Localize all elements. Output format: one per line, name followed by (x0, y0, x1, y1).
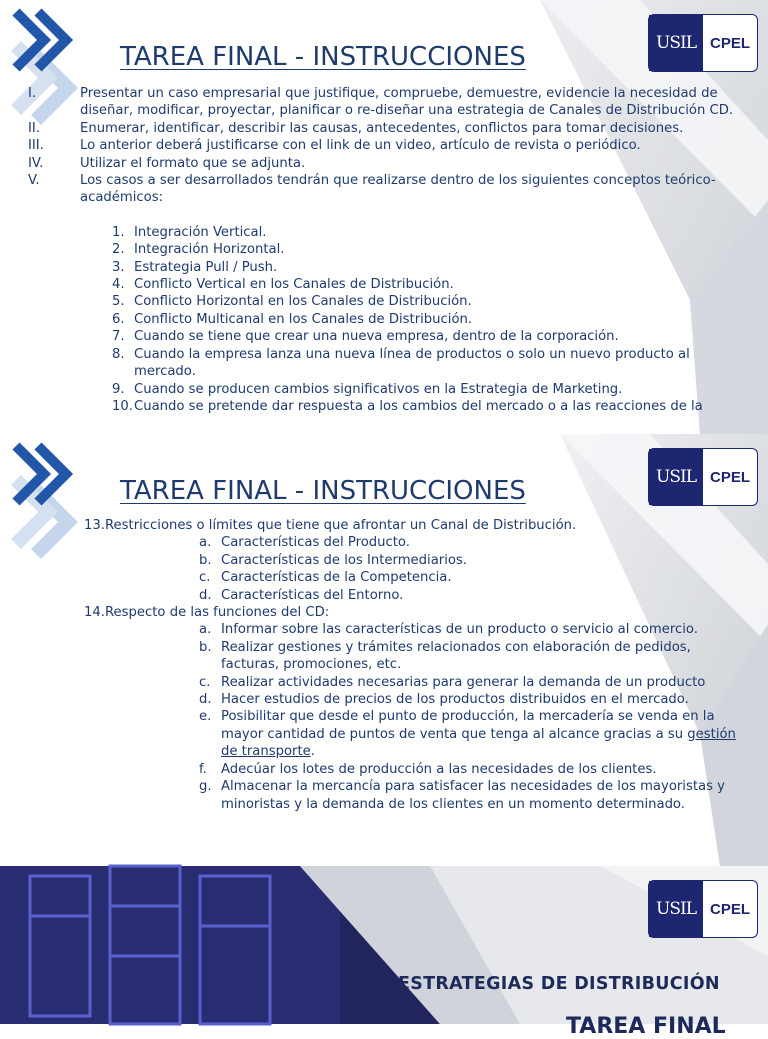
list-marker: I. (28, 86, 37, 101)
list-text: Integración Vertical. (134, 224, 267, 240)
list-item (0, 674, 768, 691)
section-14-list (0, 621, 768, 812)
list-marker: 4. (112, 277, 125, 293)
list-text: Cuando se pretende dar respuesta a los cambios del mercado o a las reacciones de la (134, 398, 703, 414)
transport-management-link[interactable]: gestión de transporte (221, 726, 736, 760)
list-text-end: . (310, 744, 315, 760)
list-text: Realizar gestiones y trámites relacionados con elaboración de pedidos, facturas, promociones, etc. (221, 639, 691, 673)
list-marker: a. (199, 622, 212, 638)
list-item (0, 569, 768, 586)
list-text: Cuando se tiene que crear una nueva empresa, dentro de la corporación. (134, 329, 619, 345)
concepts-list (28, 224, 748, 415)
list-text: Características de los Intermediarios. (221, 552, 467, 568)
concept-list-item (28, 224, 748, 241)
logo-usil-text: USIL (649, 881, 703, 937)
list-item (0, 691, 768, 708)
concept-list-item (28, 276, 748, 293)
roman-list-item (28, 172, 748, 207)
list-text: Utilizar el formato que se adjunta. (80, 155, 306, 171)
list-marker: 2. (112, 242, 125, 258)
page-title: TAREA FINAL - INSTRUCCIONES (120, 42, 526, 72)
concept-list-item (28, 293, 748, 310)
roman-list-item (28, 85, 748, 120)
section-14-heading: 14.Respecto de las funciones del CD: (84, 605, 330, 621)
list-text: Conflicto Vertical en los Canales de Distribución. (134, 277, 454, 293)
list-text: Presentar un caso empresarial que justifique, compruebe, demuestre, evidencie la necesidad de diseñar, modificar, proyectar, planificar o re-diseñar una estrategia de Canales de Distribución CD. (80, 86, 734, 119)
page-title: TAREA FINAL - INSTRUCCIONES (120, 476, 526, 506)
list-marker: V. (28, 173, 40, 189)
roman-list-item (28, 120, 748, 137)
list-marker: c. (199, 674, 211, 690)
list-text: Estrategia Pull / Push. (134, 259, 278, 275)
logo-usil-text: USIL (649, 15, 703, 71)
list-marker: b. (199, 552, 212, 568)
list-marker: III. (28, 138, 44, 154)
list-text: Cuando la empresa lanza una nueva línea de productos o solo un nuevo producto al mercado. (134, 346, 690, 380)
usil-cpel-logo (648, 14, 758, 72)
list-text: Lo anterior deberá justificarse con el link de un video, artículo de revista o periódico. (80, 138, 641, 154)
slide-1 (0, 0, 768, 434)
list-marker: 10. (112, 398, 133, 414)
roman-list-item (28, 137, 748, 154)
logo-cpel-text: CPEL (709, 900, 750, 918)
roman-list (28, 85, 748, 207)
list-marker: 7. (112, 329, 125, 345)
slide-3-title: ESTRATEGIAS DE DISTRIBUCIÓN (398, 974, 720, 994)
list-text: Posibilitar que desde el punto de producción, la mercadería se venda en la mayor cantidad de puntos de venta que tenga al alcance gracias a su (221, 709, 715, 742)
list-text: Realizar actividades necesarias para generar la demanda de un producto (221, 674, 706, 690)
list-item (0, 552, 768, 569)
list-marker: 6. (112, 311, 125, 327)
list-text: Conflicto Horizontal en los Canales de Distribución. (134, 294, 472, 310)
list-item (0, 761, 768, 778)
logo-usil-text: USIL (649, 449, 703, 505)
concept-list-item (28, 381, 748, 398)
concept-list-item (28, 241, 748, 258)
list-marker: 9. (112, 381, 125, 397)
list-text: Conflicto Multicanal en los Canales de Distribución. (134, 311, 473, 327)
list-marker: f. (199, 761, 207, 777)
restrictions-content (0, 517, 768, 813)
list-text: Enumerar, identificar, describir las causas, antecedentes, conflictos para tomar decisiones. (80, 120, 684, 136)
list-text: Almacenar la mercancía para satisfacer las necesidades de los mayoristas y minoristas y la demanda de los clientes en un momento determinado. (221, 779, 725, 812)
list-text: Informar sobre las características de un producto o servicio al comercio. (221, 622, 698, 638)
list-marker: b. (199, 639, 212, 655)
instructions-content (28, 85, 748, 415)
list-marker: II. (28, 120, 40, 136)
section-13-heading: 13.Restricciones o límites que tiene que afrontar un Canal de Distribución. (84, 518, 577, 533)
list-marker: a. (199, 535, 212, 551)
list-marker: d. (199, 692, 212, 708)
logo-cpel-text: CPEL (709, 468, 750, 486)
list-item (0, 639, 768, 674)
list-item (0, 708, 768, 760)
list-text: Características de la Competencia. (221, 570, 452, 586)
logo-cpel-text: CPEL (709, 34, 750, 52)
list-marker: 1. (112, 224, 125, 240)
list-marker: 5. (112, 294, 125, 310)
concept-list-item (28, 346, 748, 381)
list-marker: 8. (112, 346, 125, 362)
list-marker: 3. (112, 259, 125, 275)
usil-cpel-logo (648, 448, 758, 506)
list-text: Características del Producto. (221, 535, 410, 551)
section-13-list (0, 534, 768, 604)
concept-list-item (28, 259, 748, 276)
list-marker: IV. (28, 155, 44, 171)
concept-list-item (28, 398, 748, 415)
list-marker: c. (199, 570, 211, 586)
list-text: Integración Horizontal. (134, 242, 285, 258)
concept-list-item (28, 328, 748, 345)
list-item (0, 778, 768, 813)
usil-cpel-logo (648, 880, 758, 938)
list-item (0, 587, 768, 604)
list-item (0, 621, 768, 638)
slide-3-subtitle: TAREA FINAL (566, 1014, 726, 1039)
concept-list-item (28, 311, 748, 328)
roman-list-item (28, 155, 748, 172)
list-text: Adecúar los lotes de producción a las necesidades de los clientes. (221, 761, 657, 777)
list-text: Cuando se producen cambios significativos en la Estrategia de Marketing. (134, 381, 623, 397)
list-item (0, 534, 768, 551)
list-marker: e. (199, 709, 212, 725)
list-marker: d. (199, 587, 212, 603)
list-marker: g. (199, 779, 212, 795)
list-text: Hacer estudios de precios de los productos distribuidos en el mercado. (221, 692, 689, 708)
slide-2 (0, 434, 768, 866)
slide-3 (0, 866, 768, 1039)
list-text: Los casos a ser desarrollados tendrán que realizarse dentro de los siguientes conceptos teórico-académicos: (80, 173, 716, 206)
list-text: Características del Entorno. (221, 587, 404, 603)
